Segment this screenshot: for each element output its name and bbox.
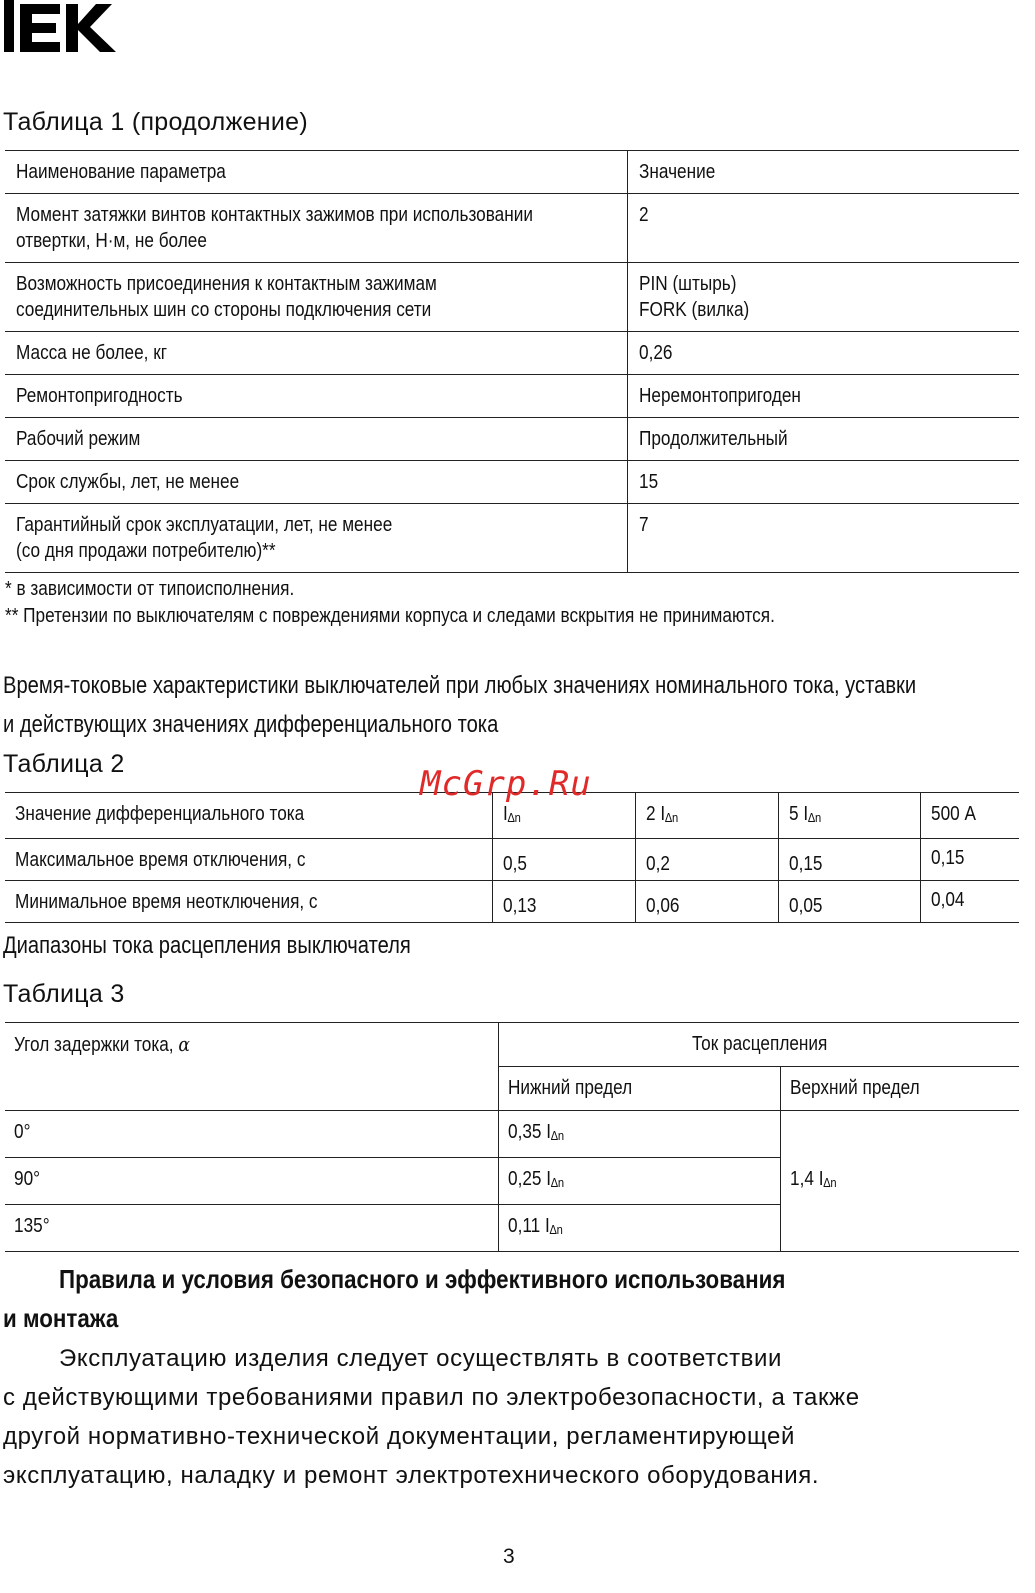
lower-value-sub: ∆n — [551, 1175, 565, 1190]
cell-param: Гарантийный срок эксплуатации, лет, не менее — [16, 514, 393, 536]
cell-value: 0,15 — [788, 853, 823, 875]
cell-value: 0,04 — [931, 889, 965, 911]
angle-value: 90° — [14, 1168, 41, 1190]
angle-header-text: Угол задержки тока, — [14, 1034, 179, 1056]
cell-param: Масса не более, кг — [16, 342, 168, 364]
page-number: 3 — [503, 1545, 515, 1568]
cell-value: 0,2 — [645, 853, 670, 875]
header-value: Значение — [639, 161, 716, 183]
cell-value: 0,13 — [503, 895, 537, 917]
section2-heading — [3, 666, 1035, 744]
lower-header: Нижний предел — [508, 1077, 633, 1099]
paragraph-line: эксплуатацию, наладку и ремонт электротехнического оборудования. — [3, 1462, 820, 1489]
table-row — [5, 839, 1019, 881]
header-col — [646, 801, 678, 831]
row-label: Максимальное время отключения, с — [15, 849, 306, 871]
header-label: Значение дифференциального тока — [15, 803, 305, 825]
section3-heading — [3, 926, 488, 965]
cell-value: 0,15 — [931, 847, 965, 869]
angle-value: 135° — [14, 1215, 50, 1237]
angle-header — [14, 1031, 190, 1058]
table-row — [5, 263, 1019, 332]
table1-caption: Таблица 1 (продолжение) — [3, 108, 308, 136]
table-row — [5, 881, 1019, 923]
header-col — [789, 801, 821, 831]
footnote-text: * в зависимости от типоисполнения. — [5, 578, 295, 600]
cell-param: соединительных шин со стороны подключения сети — [16, 299, 432, 321]
section4-heading — [59, 1260, 904, 1299]
table3-caption: Таблица 3 — [3, 980, 125, 1008]
cell-value: 7 — [639, 514, 649, 536]
heading-line: Время-токовые характеристики выключателей при любых значениях номинального тока, уставки — [3, 672, 917, 699]
lower-value-text: 0,35 I — [508, 1121, 552, 1143]
cell-param: Срок службы, лет, не менее — [16, 471, 240, 493]
header-param: Наименование параметра — [16, 161, 226, 183]
col-sub: ∆n — [665, 810, 679, 825]
col-sub: ∆n — [508, 810, 522, 825]
cell-value: PIN (штырь) — [639, 273, 737, 295]
paragraph-line: с действующими требованиями правил по электробезопасности, а также — [3, 1384, 860, 1411]
lower-value — [508, 1166, 564, 1196]
table-row — [5, 418, 1019, 461]
upper-header: Верхний предел — [790, 1077, 920, 1099]
iek-logo — [4, 0, 120, 56]
cell-value: 15 — [639, 471, 659, 493]
table-header-row — [5, 151, 1019, 194]
lower-value — [508, 1213, 563, 1243]
cell-param: отвертки, Н·м, не более — [16, 230, 207, 252]
table-row — [5, 1111, 1019, 1158]
header-col — [503, 801, 521, 831]
col-prefix: I — [503, 803, 509, 825]
col-prefix: 2 I — [645, 803, 666, 825]
heading-line: и действующих значениях дифференциального тока — [3, 711, 499, 738]
upper-value-text: 1,4 I — [790, 1168, 824, 1190]
lower-value-sub: ∆n — [551, 1128, 565, 1143]
trip-current-table — [5, 1022, 1019, 1252]
cell-param: Ремонтопригодность — [16, 385, 183, 407]
lower-value-text: 0,11 I — [508, 1215, 550, 1237]
cell-value: 0,05 — [788, 895, 823, 917]
row-label: Минимальное время неотключения, с — [15, 891, 318, 913]
col-prefix: 5 I — [788, 803, 808, 825]
cell-param: (со дня продажи потребителю)** — [16, 540, 276, 562]
cell-value: 2 — [639, 204, 649, 226]
heading-line: Правила и условия безопасного и эффективного использования — [59, 1264, 786, 1294]
heading-line: и монтажа — [3, 1303, 119, 1333]
footnote-2 — [5, 605, 900, 628]
paragraph-line: Эксплуатацию изделия следует осуществлять в соответствии — [59, 1345, 783, 1372]
table-row — [5, 375, 1019, 418]
cell-value: Продолжительный — [639, 428, 788, 450]
paragraph-line: другой нормативно-технической документации, регламентирующей — [3, 1423, 795, 1450]
heading-text: Диапазоны тока расцепления выключателя — [3, 932, 411, 959]
table2-caption: Таблица 2 — [3, 750, 125, 778]
table-header-row — [5, 1023, 1019, 1067]
cell-value: 0,06 — [645, 895, 680, 917]
cell-value: Неремонтопригоден — [639, 385, 802, 407]
cell-value: 0,26 — [639, 342, 673, 364]
time-current-table — [5, 792, 1019, 923]
cell-value: FORK (вилка) — [639, 299, 750, 321]
lower-value-text: 0,25 I — [508, 1168, 552, 1190]
parameters-table — [5, 150, 1019, 573]
header-col: 500 А — [931, 803, 977, 825]
lower-value — [508, 1119, 564, 1149]
section4-heading-cont — [3, 1299, 137, 1338]
angle-value: 0° — [14, 1121, 31, 1143]
table-row — [5, 332, 1019, 375]
alpha-symbol: α — [178, 1032, 190, 1056]
col-sub: ∆n — [807, 810, 821, 825]
table-row — [5, 504, 1019, 573]
table-row — [5, 461, 1019, 504]
lower-value-sub: ∆n — [549, 1222, 563, 1237]
cell-value: 0,5 — [503, 853, 528, 875]
upper-value-sub: ∆n — [823, 1175, 837, 1190]
table-row — [5, 194, 1019, 263]
footnote-text: ** Претензии по выключателям с повреждениями корпуса и следами вскрытия не принимаются. — [5, 605, 775, 627]
current-header: Ток расцепления — [691, 1033, 828, 1055]
cell-param: Возможность присоединения к контактным зажимам — [16, 273, 437, 295]
watermark: McGrp.Ru — [420, 764, 592, 804]
upper-value — [790, 1166, 837, 1196]
cell-param: Момент затяжки винтов контактных зажимов при использовании — [16, 204, 533, 226]
footnote-1 — [5, 578, 341, 601]
cell-param: Рабочий режим — [16, 428, 141, 450]
